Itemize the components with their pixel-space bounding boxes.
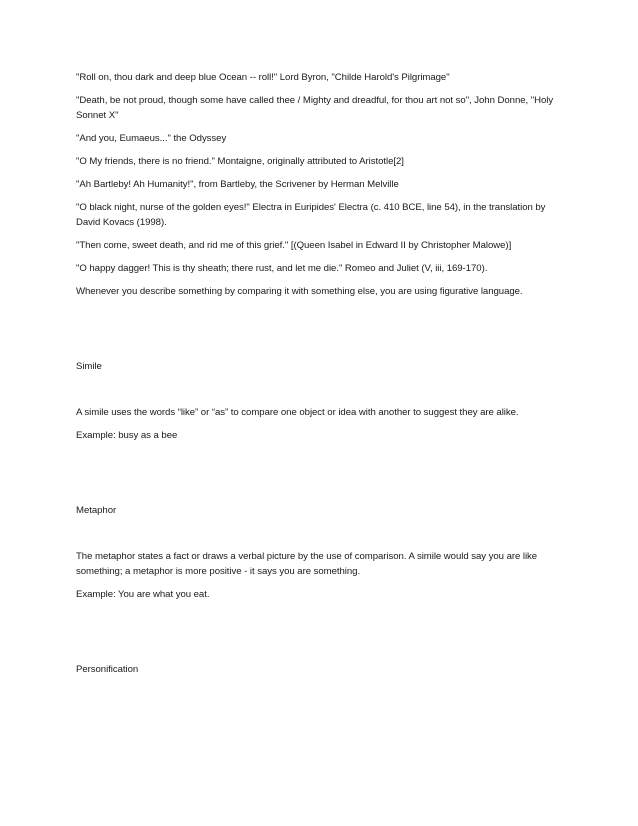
quote-melville: "Ah Bartleby! Ah Humanity!", from Bartleby, the Scrivener by Herman Melville <box>76 179 399 190</box>
quote-euripides: "O black night, nurse of the golden eyes!" Electra in Euripides' Electra (c. 410 BCE, line 54), in the translation by David Kovacs (1998). <box>76 202 546 228</box>
spacer <box>76 307 566 359</box>
personification-heading: Personification <box>76 664 139 675</box>
document-body <box>76 70 566 685</box>
quote-byron: "Roll on, thou dark and deep blue Ocean -- roll!" Lord Byron, "Childe Harold's Pilgrimage" <box>76 72 450 83</box>
spacer <box>76 610 566 662</box>
metaphor-example: Example: You are what you eat. <box>76 589 210 600</box>
metaphor-definition: The metaphor states a fact or draws a verbal picture by the use of comparison. A simile would say you are like something; a metaphor is more positive - it says you are something. <box>76 551 538 577</box>
quote-odyssey: "And you, Eumaeus..." the Odyssey <box>76 133 227 144</box>
quote-donne: "Death, be not proud, though some have called thee / Mighty and dreadful, for thou art not so", John Donne, "Holy Sonnet X" <box>76 95 554 121</box>
quote-montaigne: "O My friends, there is no friend." Montaigne, originally attributed to Aristotle[2] <box>76 156 404 167</box>
simile-definition: A simile uses the words “like” or “as” to compare one object or idea with another to suggest they are alike. <box>76 407 519 418</box>
figurative-language-intro: Whenever you describe something by comparing it with something else, you are using figurative language. <box>76 286 523 297</box>
spacer <box>76 526 566 549</box>
metaphor-heading: Metaphor <box>76 505 117 516</box>
simile-heading: Simile <box>76 361 102 372</box>
quote-malowe: "Then come, sweet death, and rid me of this grief." [(Queen Isabel in Edward II by Christopher Malowe)] <box>76 240 512 251</box>
simile-example: Example: busy as a bee <box>76 430 178 441</box>
quote-romeo-juliet: "O happy dagger! This is thy sheath; there rust, and let me die." Romeo and Juliet (V, iii, 169-170). <box>76 263 488 274</box>
spacer <box>76 382 566 405</box>
spacer <box>76 451 566 503</box>
